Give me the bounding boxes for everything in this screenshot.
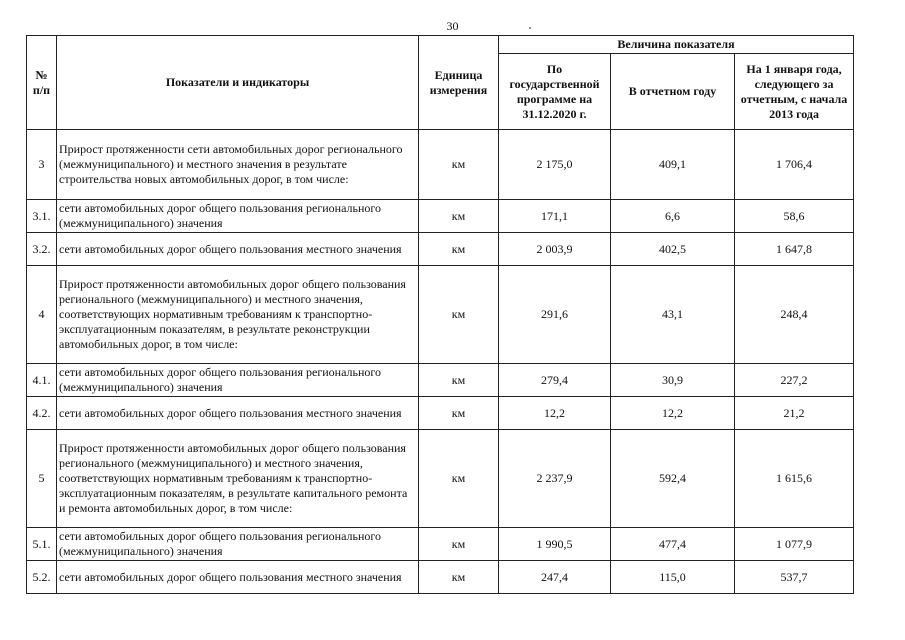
row-indicator: сети автомобильных дорог общего пользования регионального (межмуниципального) значения (57, 200, 419, 233)
row-since-2013-value: 537,7 (735, 561, 854, 594)
row-unit: км (419, 364, 499, 397)
row-report-year-value: 592,4 (611, 430, 735, 528)
row-since-2013-value: 1 077,9 (735, 528, 854, 561)
table-row (27, 364, 854, 397)
row-report-year-value: 115,0 (611, 561, 735, 594)
table-row (27, 266, 854, 364)
header-unit: Единица измерения (419, 36, 499, 130)
row-number: 3.1. (27, 200, 57, 233)
scan-artifact (529, 27, 531, 29)
row-number: 5 (27, 430, 57, 528)
table-row (27, 130, 854, 200)
row-program-value: 2 237,9 (499, 430, 611, 528)
row-since-2013-value: 58,6 (735, 200, 854, 233)
row-number: 4.1. (27, 364, 57, 397)
header-since-2013: На 1 января года, следующего за отчетным, с начала 2013 года (735, 54, 854, 130)
header-program: По государственной программе на 31.12.2020 г. (499, 54, 611, 130)
row-indicator: сети автомобильных дорог общего пользования регионального (межмуниципального) значения (57, 528, 419, 561)
row-since-2013-value: 1 615,6 (735, 430, 854, 528)
row-report-year-value: 12,2 (611, 397, 735, 430)
row-number: 5.1. (27, 528, 57, 561)
row-unit: км (419, 430, 499, 528)
row-indicator: Прирост протяженности сети автомобильных дорог регионального (межмуниципального) и местного значения в результате строительства новых автомобильных дорог, в том числе: (57, 130, 419, 200)
page-number: 30 (446, 19, 459, 33)
row-indicator: сети автомобильных дорог общего пользования местного значения (57, 561, 419, 594)
indicators-table (26, 35, 854, 594)
row-unit: км (419, 200, 499, 233)
row-indicator: Прирост протяженности автомобильных дорог общего пользования регионального (межмуниципального) и местного значения, соответствующих нормативным требованиям к транспортно-эксплуатационным показателям, в результате капитального ремонта и ремонта автомобильных дорог, в том числе: (57, 430, 419, 528)
row-indicator: сети автомобильных дорог общего пользования местного значения (57, 233, 419, 266)
row-since-2013-value: 1 706,4 (735, 130, 854, 200)
row-report-year-value: 6,6 (611, 200, 735, 233)
row-since-2013-value: 248,4 (735, 266, 854, 364)
table-row (27, 200, 854, 233)
header-value-group: Величина показателя (499, 36, 854, 54)
row-number: 4 (27, 266, 57, 364)
row-unit: км (419, 528, 499, 561)
row-report-year-value: 402,5 (611, 233, 735, 266)
row-number: 4.2. (27, 397, 57, 430)
row-number: 3 (27, 130, 57, 200)
header-num: № п/п (27, 36, 57, 130)
row-program-value: 1 990,5 (499, 528, 611, 561)
row-program-value: 171,1 (499, 200, 611, 233)
row-report-year-value: 43,1 (611, 266, 735, 364)
row-program-value: 247,4 (499, 561, 611, 594)
table-row (27, 430, 854, 528)
row-indicator: сети автомобильных дорог общего пользования регионального (межмуниципального) значения (57, 364, 419, 397)
row-program-value: 12,2 (499, 397, 611, 430)
table-row (27, 561, 854, 594)
row-program-value: 291,6 (499, 266, 611, 364)
row-indicator: Прирост протяженности автомобильных дорог общего пользования регионального (межмуниципального) и местного значения, соответствующих нормативным требованиям к транспортно-эксплуатационным показателям, в результате реконструкции автомобильных дорог, в том числе: (57, 266, 419, 364)
row-program-value: 2 175,0 (499, 130, 611, 200)
table-row (27, 397, 854, 430)
table-row (27, 528, 854, 561)
row-unit: км (419, 233, 499, 266)
row-unit: км (419, 130, 499, 200)
row-since-2013-value: 21,2 (735, 397, 854, 430)
row-number: 3.2. (27, 233, 57, 266)
header-report-year: В отчетном году (611, 54, 735, 130)
row-number: 5.2. (27, 561, 57, 594)
row-program-value: 279,4 (499, 364, 611, 397)
header-indicator: Показатели и индикаторы (57, 36, 419, 130)
row-report-year-value: 30,9 (611, 364, 735, 397)
row-report-year-value: 409,1 (611, 130, 735, 200)
row-since-2013-value: 1 647,8 (735, 233, 854, 266)
row-unit: км (419, 397, 499, 430)
row-unit: км (419, 561, 499, 594)
row-report-year-value: 477,4 (611, 528, 735, 561)
row-program-value: 2 003,9 (499, 233, 611, 266)
row-unit: км (419, 266, 499, 364)
row-since-2013-value: 227,2 (735, 364, 854, 397)
row-indicator: сети автомобильных дорог общего пользования местного значения (57, 397, 419, 430)
table-row (27, 233, 854, 266)
